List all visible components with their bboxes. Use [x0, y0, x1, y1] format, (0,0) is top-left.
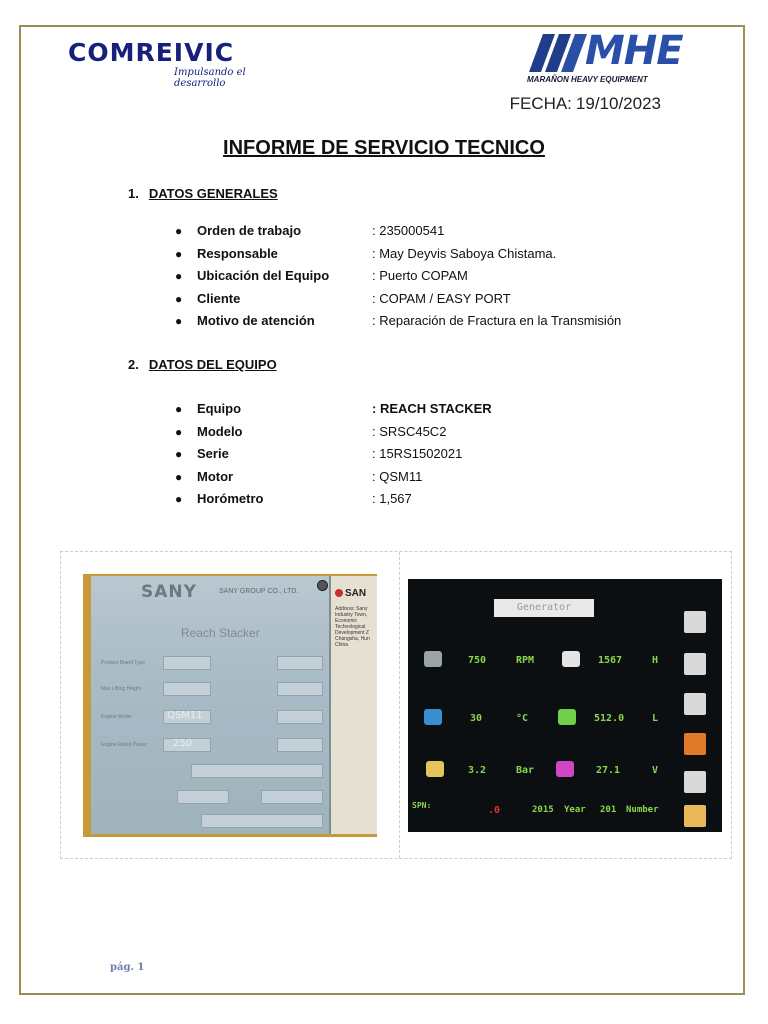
mhe-brand: MHE — [585, 28, 683, 74]
comreivic-tagline: Impulsando el desarrollo — [174, 67, 246, 89]
bullet-icon: ● — [175, 246, 183, 261]
section-number: 1. — [128, 186, 139, 201]
item-label: Equipo — [197, 401, 242, 416]
pressure-unit: Bar — [516, 765, 535, 776]
nameplate-field — [277, 656, 323, 670]
mhe-subtitle: MARAÑON HEAVY EQUIPMENT — [527, 75, 648, 84]
side-button-icon — [684, 693, 706, 715]
side-button-icon — [684, 611, 706, 633]
number-value: 201 — [600, 805, 617, 815]
nameplate-field-label: Max Lifting Height — [101, 686, 142, 692]
year-value: 2015 — [532, 805, 554, 815]
section-label: DATOS GENERALES — [148, 186, 278, 201]
item-value: : QSM11 — [372, 468, 423, 484]
nameplate-field — [201, 814, 323, 828]
nameplate-field — [261, 790, 323, 804]
item-label: Serie — [197, 446, 229, 462]
bullet-icon: ● — [175, 269, 183, 284]
generator-icon — [424, 651, 442, 667]
side-button-icon — [684, 653, 706, 675]
spn-value: .0 — [488, 805, 501, 816]
fuel-unit: L — [652, 713, 659, 724]
warning-icon — [684, 733, 706, 755]
item-label: Ubicación del Equipo — [197, 268, 330, 284]
bullet-icon: ● — [175, 224, 183, 238]
screw-icon — [317, 580, 328, 591]
spn-label: SPN: — [412, 801, 432, 810]
photo-divider — [399, 552, 400, 858]
engine-power-value: 250 — [173, 738, 193, 749]
engine-model-value: QSM11 — [167, 710, 203, 721]
nameplate-product: Reach Stacker — [181, 626, 260, 640]
nameplate-photo — [83, 574, 377, 837]
fuel-icon — [558, 709, 576, 725]
nameplate-field-label: Product Brand Type — [101, 660, 146, 666]
section-number: 2. — [128, 357, 139, 372]
side-brand: SAN — [335, 588, 366, 599]
nameplate-field — [191, 764, 323, 778]
date-label: FECHA: — [509, 94, 572, 113]
item-label: Cliente — [197, 290, 241, 306]
item-label: Responsable — [197, 245, 278, 261]
item-value: : REACH STACKER — [372, 401, 492, 416]
item-label: Motor — [197, 468, 234, 484]
hours-unit: H — [652, 655, 659, 666]
number-label: Number — [626, 805, 659, 815]
item-value: : 15RS1502021 — [372, 446, 463, 462]
bullet-icon: ● — [175, 492, 183, 507]
mhe-logo — [525, 28, 683, 88]
report-title: INFORME DE SERVICIO TECNICO — [223, 137, 545, 159]
section-heading-datos-del-equipo — [128, 357, 277, 372]
bullet-icon: ● — [175, 447, 183, 462]
side-nameplate — [331, 576, 377, 834]
rpm-unit: RPM — [516, 655, 535, 666]
item-value: : 1,567 — [372, 491, 412, 507]
nameplate-brand: SANY — [141, 582, 197, 602]
bullet-icon: ● — [175, 469, 183, 484]
side-button-icon — [684, 805, 706, 827]
nameplate-field — [277, 682, 323, 696]
date-value: 19/10/2023 — [575, 94, 661, 113]
nameplate-field-label: Engine Model — [101, 714, 132, 720]
item-label: Modelo — [197, 423, 243, 439]
nameplate-field — [177, 790, 229, 804]
photo-table — [60, 551, 732, 859]
item-value: : SRSC45C2 — [372, 423, 447, 439]
bullet-icon: ● — [175, 402, 183, 416]
display-photo — [408, 579, 722, 832]
comreivic-brand: COMREIVIC — [68, 38, 235, 67]
nameplate — [91, 576, 331, 834]
nameplate-field-label: Engine Rated Power — [101, 742, 147, 748]
item-label: Horómetro — [197, 491, 264, 507]
page-number: pág. 1 — [110, 962, 145, 973]
fuel-value: 512.0 — [594, 713, 625, 724]
item-value: : Reparación de Fractura en la Transmisión — [372, 313, 622, 329]
hourglass-icon — [562, 651, 580, 667]
section-label: DATOS DEL EQUIPO — [148, 357, 277, 372]
item-value: : COPAM / EASY PORT — [372, 290, 511, 306]
year-label: Year — [564, 805, 586, 815]
controller-screen — [408, 579, 722, 832]
report-date — [510, 94, 661, 114]
nameplate-field — [163, 682, 211, 696]
temp-value: 30 — [470, 713, 483, 724]
bullet-icon: ● — [175, 291, 183, 306]
item-label: Motivo de atención — [197, 313, 315, 329]
volt-unit: V — [652, 765, 659, 776]
item-label: Orden de trabajo — [197, 223, 302, 238]
pressure-value: 3.2 — [468, 765, 487, 776]
section-heading-datos-generales — [128, 186, 278, 201]
item-value: : May Deyvis Saboya Chistama. — [372, 245, 557, 261]
oil-pressure-icon — [426, 761, 444, 777]
rpm-value: 750 — [468, 655, 487, 666]
bullet-icon: ● — [175, 314, 183, 329]
nameplate-field — [163, 656, 211, 670]
nameplate-company: SANY GROUP CO., LTD. — [219, 588, 299, 595]
nameplate-field — [277, 710, 323, 724]
bullet-icon: ● — [175, 424, 183, 439]
battery-icon — [556, 761, 574, 777]
temp-unit: °C — [516, 713, 529, 724]
comreivic-logo — [68, 38, 273, 89]
nameplate-field — [277, 738, 323, 752]
side-address: Address: Sany Industry Town, Economic Technological Development Z Changsha, Hun China — [335, 606, 370, 648]
item-value: : 235000541 — [372, 223, 445, 238]
screen-title: Generator — [494, 599, 594, 617]
hours-value: 1567 — [598, 655, 623, 666]
temperature-icon — [424, 709, 442, 725]
item-value: : Puerto COPAM — [372, 268, 468, 284]
side-button-icon — [684, 771, 706, 793]
volt-value: 27.1 — [596, 765, 621, 776]
